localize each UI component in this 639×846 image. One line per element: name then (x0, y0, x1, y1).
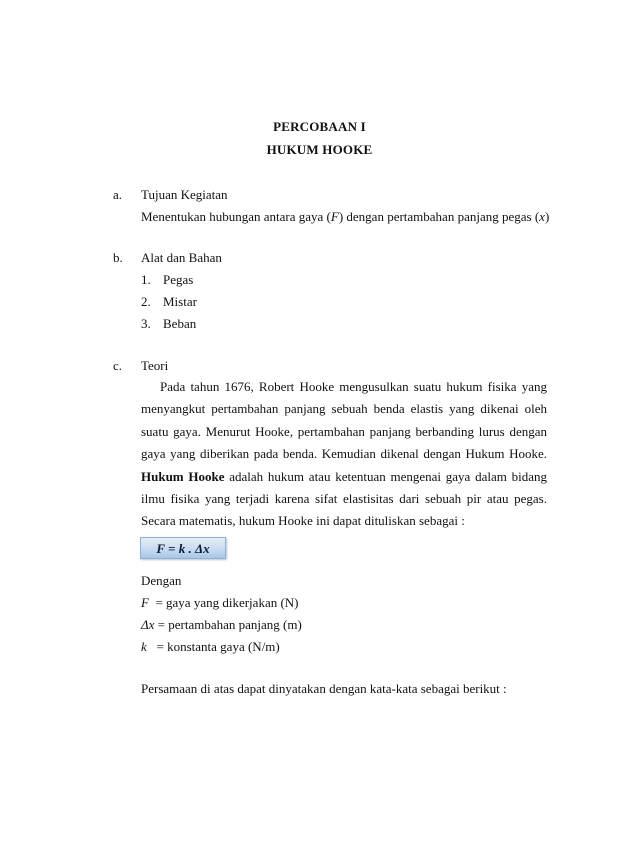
list-item-label: Mistar (163, 294, 197, 309)
list-item-number: 2. (141, 294, 151, 309)
section-a-letter: a. (113, 187, 123, 202)
definition-symbol: Δx (141, 617, 155, 632)
dengan-label: Dengan (141, 573, 182, 588)
definition-symbol: k (141, 639, 147, 654)
theory-bold-term: Hukum Hooke (141, 468, 225, 484)
page-title-line1: PERCOBAAN I (273, 119, 366, 134)
definition-text: = konstanta gaya (N/m) (146, 639, 280, 654)
list-item-label: Beban (163, 316, 197, 331)
definition-row (141, 617, 302, 633)
page-title-line2: HUKUM HOOKE (266, 142, 373, 157)
section-c-title: Teori (141, 358, 169, 373)
theory-paragraph (141, 376, 547, 533)
definition-symbol: F (141, 595, 149, 610)
definition-text: = pertambahan panjang (m) (154, 617, 302, 632)
theory-text-part1: Pada tahun 1676, Robert Hooke mengusulkan suatu hukum fisika yang menyangkut pertambahan panjang sebuah benda elastis yang dikenai oleh suatu gaya. Menurut Hooke, pertambahan panjang berbanding lurus dengan gaya yang diberikan pada benda. Kemudian dikenal dengan Hukum Hooke. (141, 379, 547, 462)
section-b-title: Alat dan Bahan (141, 250, 222, 265)
formula-text: F = k . Δx (156, 541, 210, 556)
section-c-letter: c. (113, 358, 123, 373)
section-a-text (141, 209, 549, 225)
list-item-number: 1. (141, 272, 151, 287)
section-a-title: Tujuan Kegiatan (141, 187, 228, 202)
formula-box (140, 537, 226, 559)
list-item-number: 3. (141, 316, 151, 331)
section-a-text-start: Menentukan hubungan antara gaya ( (141, 209, 331, 224)
definition-text: = gaya yang dikerjakan (N) (148, 595, 299, 610)
section-a-text-mid: ) dengan pertambahan panjang pegas ( (338, 209, 540, 224)
section-a-symbol-f: F (330, 209, 339, 224)
definition-row (141, 595, 299, 611)
closing-sentence: Persamaan di atas dapat dinyatakan dengan kata-kata sebagai berikut : (141, 681, 507, 696)
section-a-symbol-x: x (539, 209, 545, 224)
section-a-text-end: ) (544, 209, 550, 224)
list-item-label: Pegas (163, 272, 194, 287)
section-b-letter: b. (113, 250, 123, 265)
definition-row (141, 639, 280, 655)
theory-text-part2: adalah hukum atau ketentuan mengenai gaya dalam bidang ilmu fisika yang terjadi karena sifat elastisitas dari sebuah pir atau pegas. Secara matematis, hukum Hooke ini dapat dituliskan sebagai : (141, 468, 547, 529)
